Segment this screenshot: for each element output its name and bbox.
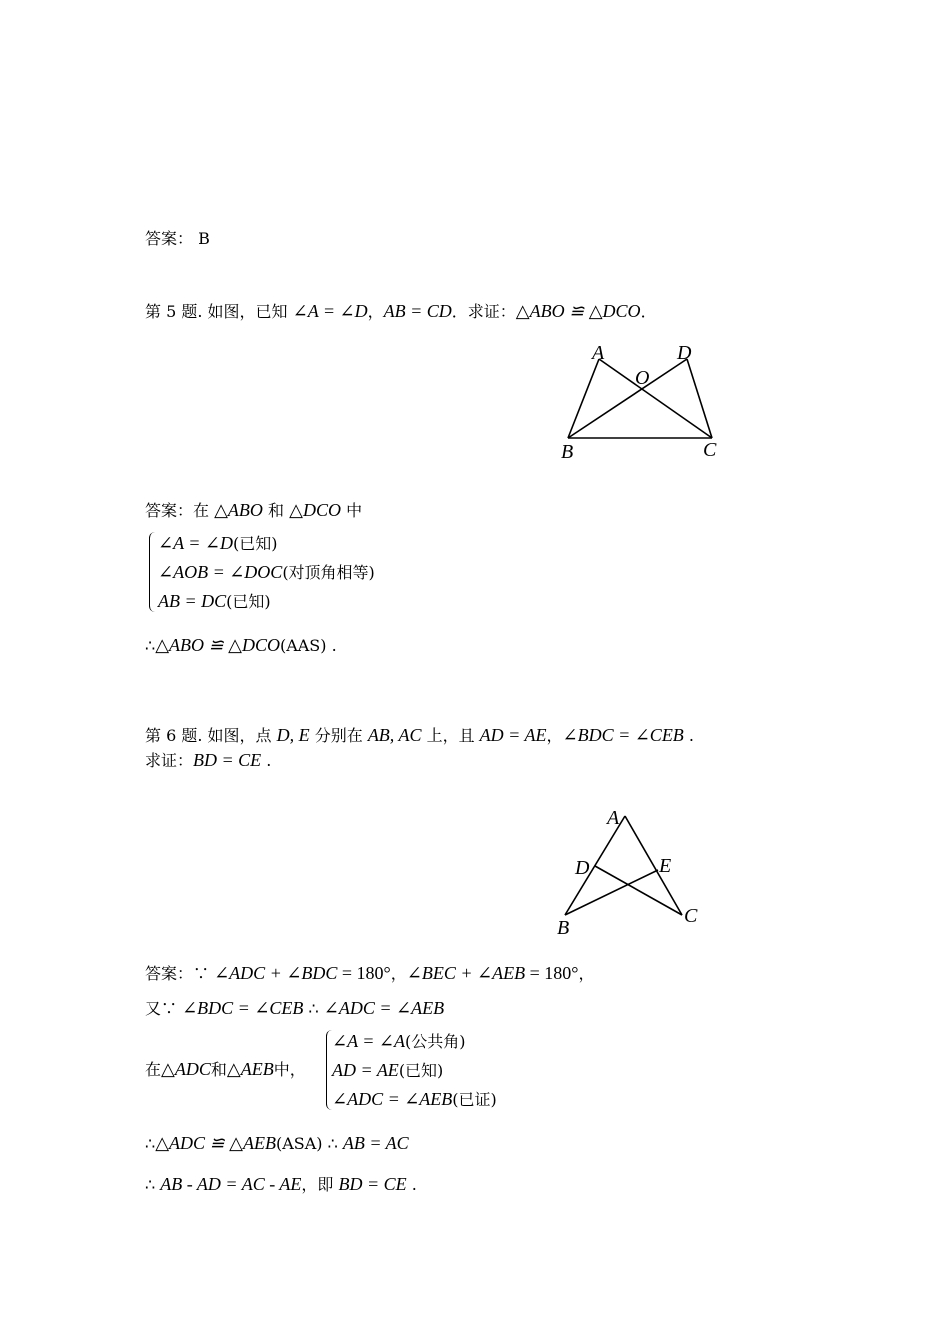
q5-label-C: C [703, 439, 717, 461]
q6-in-end: 中， [273, 1060, 306, 1079]
q6-condition-side: AD = AE [479, 725, 547, 745]
q5-condition-angle: ∠A = ∠D [292, 301, 368, 321]
q5-left-brace [149, 532, 156, 612]
q6-in-label: 在 [145, 1060, 162, 1079]
q5-conclusion [145, 635, 337, 656]
q5-answer-label: 答案：在 [145, 501, 215, 520]
q6-congruence: △ADC ≌ △AEB [155, 1133, 276, 1153]
q6-label-E: E [659, 855, 672, 877]
q5-separator: ， [367, 302, 384, 321]
q5-conclusion-expr: △ABO ≌ △DCO [155, 635, 280, 655]
q6-label-C: C [684, 905, 698, 927]
q6-and: 和 [210, 1060, 227, 1079]
q5-case-row [158, 589, 271, 612]
q6-segment-AC [625, 816, 682, 915]
q6-therefore-3: ∴ [145, 1175, 161, 1194]
q5-stem-end: ． [640, 302, 657, 321]
q5-case-reason: (已知) [226, 592, 271, 611]
q6-case-row [332, 1029, 465, 1052]
q6-case-expr: ∠A = ∠A [332, 1031, 405, 1051]
q6-stem [145, 723, 694, 746]
q6-case-row [332, 1087, 497, 1110]
q6-figure [545, 800, 715, 945]
q6-because: 又∵ [145, 999, 183, 1018]
q5-stem-intro: 第 5 题. 如图，已知 [145, 302, 293, 321]
q6-value-1: = 180° [337, 963, 391, 983]
q6-goal-end: . [261, 751, 272, 770]
q6-case-row [332, 1058, 443, 1081]
q5-segment-DC [687, 359, 712, 438]
q6-congruence-reason: (ASA) [275, 1134, 323, 1153]
q6-triangle-ADC: △ADC [161, 1059, 211, 1079]
q6-conclusion-2 [145, 1172, 417, 1195]
q6-answer-line-3 [145, 1057, 306, 1080]
q5-case-reason: (已知) [232, 534, 278, 553]
q5-goal: △ABO ≌ △DCO [515, 301, 641, 321]
q5-case-system [145, 528, 445, 616]
q5-triangle-DCO: △DCO [289, 500, 341, 520]
q6-angle-sum-2: ∠BEC + ∠AEB [406, 963, 526, 983]
q5-case-row [158, 560, 375, 583]
q6-separator: ， [546, 726, 563, 745]
q6-therefore-2: ∴ [322, 1134, 343, 1153]
q5-label-A: A [592, 342, 605, 364]
q6-result: BD = CE [338, 1174, 407, 1194]
q6-separator-1: ， [390, 964, 407, 983]
q5-segment-AC [599, 359, 712, 438]
q6-stem-end: . [683, 726, 694, 745]
q6-label-D: D [575, 857, 590, 879]
q6-case-system [322, 1026, 622, 1114]
q6-angle-sum-1: ∠ADC + ∠BDC [214, 963, 338, 983]
q4-answer: 答案： B [145, 229, 210, 248]
q6-namely: ，即 [301, 1175, 339, 1194]
q5-therefore: ∴ [145, 636, 156, 655]
q6-subtraction: AB - AD = AC - AE [160, 1174, 302, 1194]
q6-case-expr: ∠ADC = ∠AEB [332, 1089, 453, 1109]
q6-stem-intro: 第 6 题. 如图，点 [145, 726, 277, 745]
q5-case-row [158, 531, 277, 554]
q5-segment-AB [568, 359, 599, 438]
q6-stem-and: 上，且 [421, 726, 480, 745]
q6-points: D, E [276, 725, 310, 745]
q6-therefore-1: ∴ [145, 1134, 156, 1153]
q6-given-angles: ∠BDC = ∠CEB [182, 998, 304, 1018]
q5-and: 和 [262, 501, 290, 520]
q6-equal-sides: AB = AC [342, 1133, 409, 1153]
q5-in: 中 [340, 501, 363, 520]
q6-answer-label: 答案：∵ [145, 964, 215, 983]
q5-stem [145, 299, 657, 322]
q6-conclusion-1 [145, 1133, 409, 1154]
q5-label-B: B [561, 441, 574, 463]
q5-answer-head [145, 498, 362, 521]
q6-sides: AB, AC [367, 725, 422, 745]
q5-label-D: D [677, 342, 692, 364]
q6-value-2: = 180° [525, 963, 579, 983]
q6-stem-on: 分别在 [309, 726, 368, 745]
q6-label-B: B [557, 917, 570, 939]
q5-case-reason: (对顶角相等) [282, 563, 375, 582]
q5-case-expr: ∠AOB = ∠DOC [158, 562, 283, 582]
q5-case-expr: AB = DC [158, 591, 227, 611]
q5-label-O: O [635, 367, 650, 389]
q5-case-expr: ∠A = ∠D [158, 533, 233, 553]
q5-conclusion-reason: (AAS) . [279, 636, 337, 655]
q6-prove-label: 求证： [145, 751, 194, 770]
q6-answer-line-2 [145, 996, 444, 1019]
q6-derived-angles: ∠ADC = ∠AEB [323, 998, 445, 1018]
q6-case-expr: AD = AE [332, 1060, 399, 1080]
q5-triangle-ABO: △ABO [214, 500, 263, 520]
q5-figure [550, 335, 740, 465]
q6-goal [145, 748, 271, 771]
q5-segment-BD [568, 359, 687, 438]
q6-separator-2: ， [578, 964, 595, 983]
q6-label-A: A [607, 807, 620, 829]
q6-therefore: ∴ [303, 999, 324, 1018]
q6-case-reason: (公共角) [404, 1032, 466, 1051]
q5-condition-side: AB = CD [383, 301, 452, 321]
q6-triangle-AEB: △AEB [226, 1059, 274, 1079]
q6-conclusion-end: . [406, 1175, 417, 1194]
q6-answer-line-1 [145, 961, 594, 984]
q6-goal-expr: BD = CE [193, 750, 262, 770]
q6-condition-angle: ∠BDC = ∠CEB [562, 725, 684, 745]
q6-case-reason: (已知) [398, 1061, 444, 1080]
q6-case-reason: (已证) [452, 1090, 497, 1109]
q5-prove-label: ．求证： [451, 302, 516, 321]
